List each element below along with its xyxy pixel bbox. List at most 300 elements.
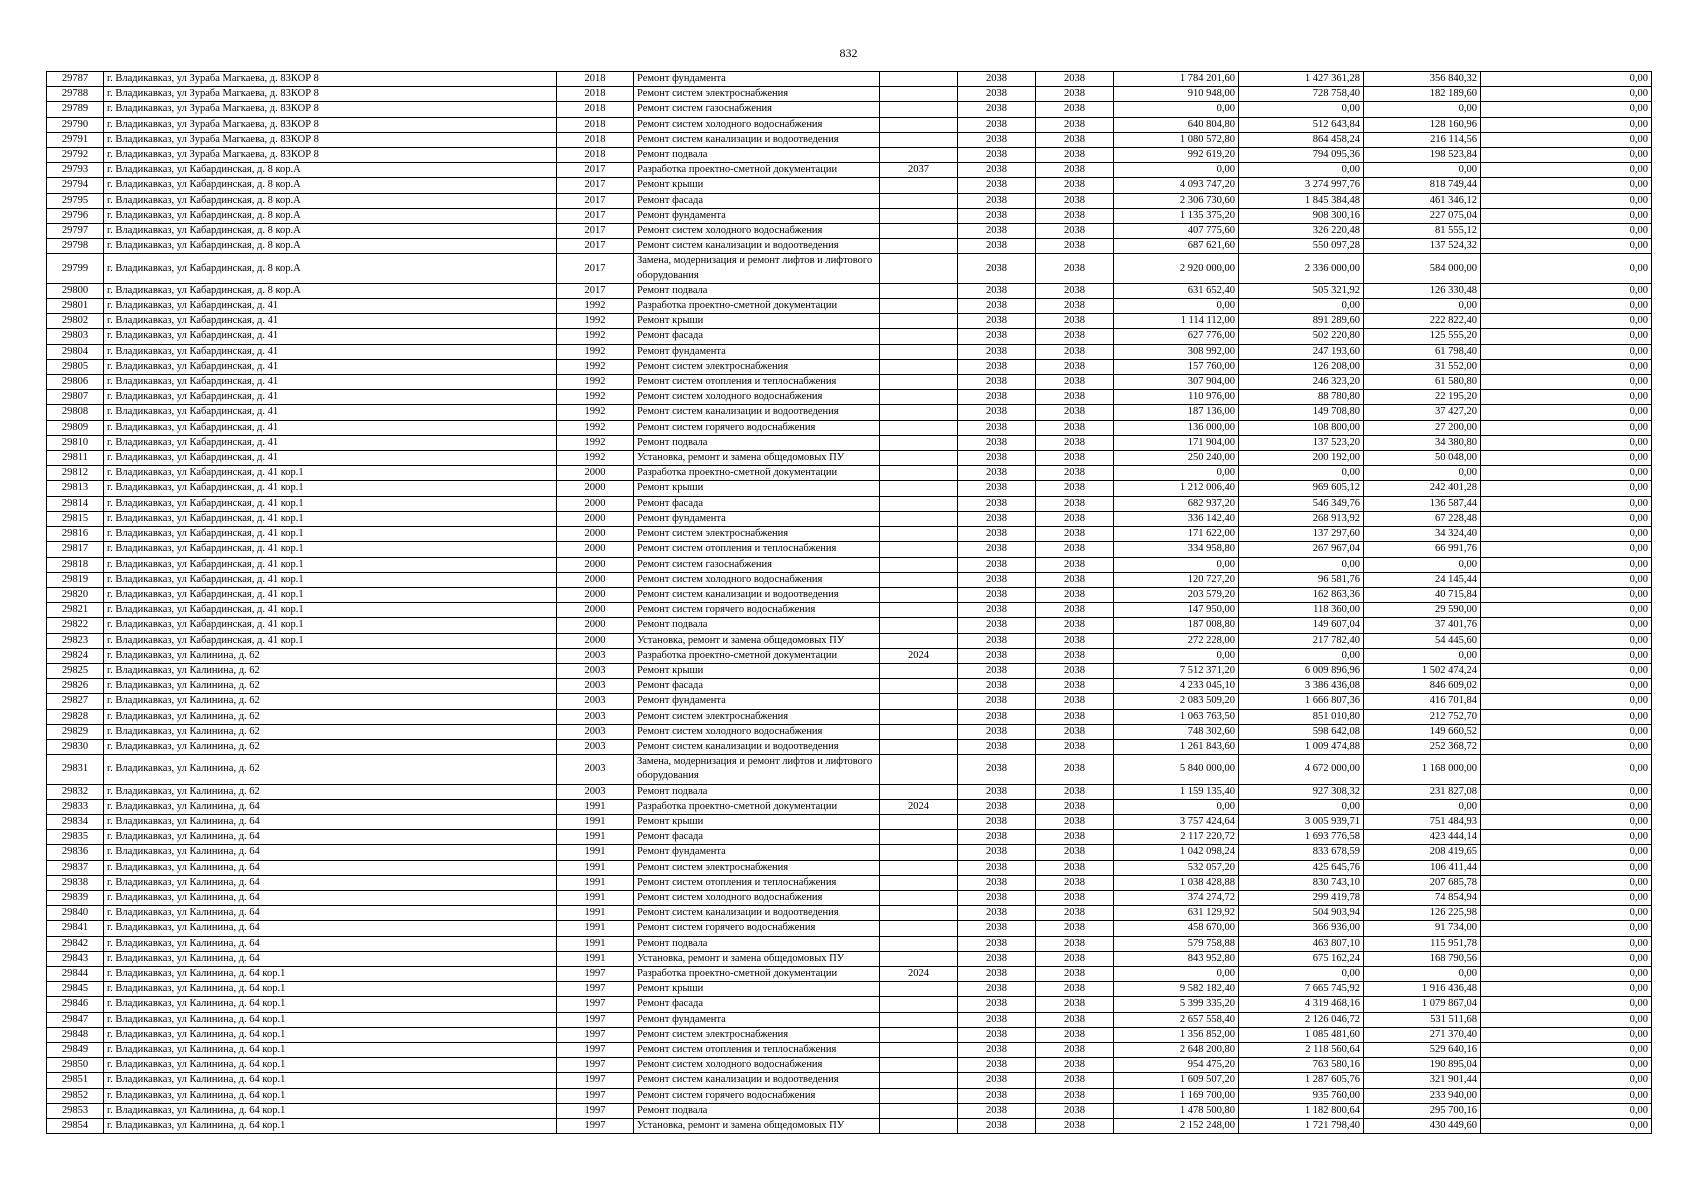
year-cell: 1997: [557, 1073, 634, 1088]
end-year-cell: 2038: [1036, 936, 1114, 951]
plan-year-cell: [880, 679, 958, 694]
total-cost-cell: 1 212 006,40: [1114, 481, 1239, 496]
start-year-cell: 2038: [958, 208, 1036, 223]
work-type-cell: Ремонт систем канализации и водоотведения: [634, 1073, 880, 1088]
year-cell: 1991: [557, 906, 634, 921]
address-cell: г. Владикавказ, ул Кабардинская, д. 41: [104, 329, 557, 344]
address-cell: г. Владикавказ, ул Калинина, д. 64: [104, 814, 557, 829]
table-row: [47, 1103, 1652, 1118]
fund-cost-cell: 326 220,48: [1239, 224, 1364, 239]
plan-year-cell: [880, 193, 958, 208]
fund-cost-cell: 366 936,00: [1239, 921, 1364, 936]
start-year-cell: 2038: [958, 178, 1036, 193]
year-cell: 2000: [557, 481, 634, 496]
start-year-cell: 2038: [958, 997, 1036, 1012]
table-row: [47, 663, 1652, 678]
row-id: 29838: [47, 875, 104, 890]
table-row: [47, 239, 1652, 254]
row-id: 29847: [47, 1012, 104, 1027]
work-type-cell: Ремонт систем электроснабжения: [634, 527, 880, 542]
table-row: [47, 72, 1652, 87]
row-id: 29845: [47, 982, 104, 997]
end-year-cell: 2038: [1036, 132, 1114, 147]
start-year-cell: 2038: [958, 755, 1036, 784]
plan-year-cell: [880, 724, 958, 739]
year-cell: 2000: [557, 527, 634, 542]
work-type-cell: Ремонт систем холодного водоснабжения: [634, 117, 880, 132]
owner-cost-cell: 50 048,00: [1364, 451, 1481, 466]
plan-year-cell: [880, 466, 958, 481]
table-row: [47, 1088, 1652, 1103]
plan-year-cell: [880, 224, 958, 239]
plan-year-cell: 2037: [880, 163, 958, 178]
end-year-cell: 2038: [1036, 102, 1114, 117]
other-cost-cell: 0,00: [1481, 951, 1652, 966]
total-cost-cell: 250 240,00: [1114, 451, 1239, 466]
fund-cost-cell: 0,00: [1239, 299, 1364, 314]
end-year-cell: 2038: [1036, 208, 1114, 223]
other-cost-cell: 0,00: [1481, 375, 1652, 390]
fund-cost-cell: 891 289,60: [1239, 314, 1364, 329]
table-row: [47, 102, 1652, 117]
address-cell: г. Владикавказ, ул Кабардинская, д. 41: [104, 390, 557, 405]
total-cost-cell: 532 057,20: [1114, 860, 1239, 875]
plan-year-cell: [880, 344, 958, 359]
address-cell: г. Владикавказ, ул Калинина, д. 64 кор.1: [104, 982, 557, 997]
start-year-cell: 2038: [958, 496, 1036, 511]
row-id: 29795: [47, 193, 104, 208]
owner-cost-cell: 126 225,98: [1364, 906, 1481, 921]
table-row: [47, 542, 1652, 557]
table-row: [47, 208, 1652, 223]
work-type-cell: Ремонт крыши: [634, 314, 880, 329]
owner-cost-cell: 0,00: [1364, 799, 1481, 814]
total-cost-cell: 1 038 428,88: [1114, 875, 1239, 890]
plan-year-cell: [880, 572, 958, 587]
other-cost-cell: 0,00: [1481, 603, 1652, 618]
other-cost-cell: 0,00: [1481, 420, 1652, 435]
address-cell: г. Владикавказ, ул Кабардинская, д. 41 кор.1: [104, 466, 557, 481]
fund-cost-cell: 463 807,10: [1239, 936, 1364, 951]
row-id: 29814: [47, 496, 104, 511]
year-cell: 2003: [557, 663, 634, 678]
start-year-cell: 2038: [958, 663, 1036, 678]
plan-year-cell: [880, 527, 958, 542]
total-cost-cell: 171 904,00: [1114, 435, 1239, 450]
address-cell: г. Владикавказ, ул Калинина, д. 62: [104, 679, 557, 694]
year-cell: 1992: [557, 451, 634, 466]
work-type-cell: Ремонт систем отопления и теплоснабжения: [634, 875, 880, 890]
owner-cost-cell: 115 951,78: [1364, 936, 1481, 951]
total-cost-cell: 307 904,00: [1114, 375, 1239, 390]
year-cell: 1997: [557, 1058, 634, 1073]
table-row: [47, 784, 1652, 799]
fund-cost-cell: 126 208,00: [1239, 359, 1364, 374]
table-row: [47, 254, 1652, 283]
address-cell: г. Владикавказ, ул Калинина, д. 64 кор.1: [104, 966, 557, 981]
other-cost-cell: 0,00: [1481, 997, 1652, 1012]
table-row: [47, 1058, 1652, 1073]
owner-cost-cell: 1 079 867,04: [1364, 997, 1481, 1012]
work-type-cell: Ремонт систем холодного водоснабжения: [634, 224, 880, 239]
fund-cost-cell: 1 182 800,64: [1239, 1103, 1364, 1118]
plan-year-cell: 2024: [880, 799, 958, 814]
owner-cost-cell: 40 715,84: [1364, 587, 1481, 602]
owner-cost-cell: 212 752,70: [1364, 709, 1481, 724]
fund-cost-cell: 675 162,24: [1239, 951, 1364, 966]
end-year-cell: 2038: [1036, 1073, 1114, 1088]
plan-year-cell: [880, 132, 958, 147]
owner-cost-cell: 818 749,44: [1364, 178, 1481, 193]
end-year-cell: 2038: [1036, 618, 1114, 633]
row-id: 29841: [47, 921, 104, 936]
fund-cost-cell: 267 967,04: [1239, 542, 1364, 557]
year-cell: 1997: [557, 982, 634, 997]
plan-year-cell: [880, 906, 958, 921]
fund-cost-cell: 96 581,76: [1239, 572, 1364, 587]
owner-cost-cell: 846 609,02: [1364, 679, 1481, 694]
year-cell: 2003: [557, 739, 634, 754]
owner-cost-cell: 531 511,68: [1364, 1012, 1481, 1027]
plan-year-cell: [880, 178, 958, 193]
table-row: [47, 329, 1652, 344]
other-cost-cell: 0,00: [1481, 102, 1652, 117]
row-id: 29851: [47, 1073, 104, 1088]
year-cell: 2017: [557, 208, 634, 223]
total-cost-cell: 374 274,72: [1114, 890, 1239, 905]
plan-year-cell: [880, 875, 958, 890]
other-cost-cell: 0,00: [1481, 1058, 1652, 1073]
year-cell: 1991: [557, 830, 634, 845]
start-year-cell: 2038: [958, 572, 1036, 587]
row-id: 29842: [47, 936, 104, 951]
work-type-cell: Ремонт систем горячего водоснабжения: [634, 1088, 880, 1103]
year-cell: 1992: [557, 329, 634, 344]
work-type-cell: Ремонт систем отопления и теплоснабжения: [634, 1043, 880, 1058]
plan-year-cell: [880, 936, 958, 951]
owner-cost-cell: 54 445,60: [1364, 633, 1481, 648]
row-id: 29825: [47, 663, 104, 678]
other-cost-cell: 0,00: [1481, 845, 1652, 860]
table-row: [47, 420, 1652, 435]
work-type-cell: Ремонт подвала: [634, 1103, 880, 1118]
owner-cost-cell: 252 368,72: [1364, 739, 1481, 754]
other-cost-cell: 0,00: [1481, 890, 1652, 905]
total-cost-cell: 308 992,00: [1114, 344, 1239, 359]
work-type-cell: Установка, ремонт и замена общедомовых ПУ: [634, 633, 880, 648]
table-row: [47, 966, 1652, 981]
year-cell: 1991: [557, 814, 634, 829]
owner-cost-cell: 31 552,00: [1364, 359, 1481, 374]
row-id: 29817: [47, 542, 104, 557]
table-row: [47, 451, 1652, 466]
table-row: [47, 936, 1652, 951]
table-row: [47, 511, 1652, 526]
other-cost-cell: 0,00: [1481, 148, 1652, 163]
work-type-cell: Ремонт систем электроснабжения: [634, 1027, 880, 1042]
owner-cost-cell: 0,00: [1364, 466, 1481, 481]
owner-cost-cell: 136 587,44: [1364, 496, 1481, 511]
other-cost-cell: 0,00: [1481, 1119, 1652, 1134]
plan-year-cell: [880, 72, 958, 87]
start-year-cell: 2038: [958, 739, 1036, 754]
year-cell: 1997: [557, 1119, 634, 1134]
other-cost-cell: 0,00: [1481, 117, 1652, 132]
row-id: 29803: [47, 329, 104, 344]
work-type-cell: Ремонт фасада: [634, 329, 880, 344]
table-row: [47, 875, 1652, 890]
work-type-cell: Ремонт систем отопления и теплоснабжения: [634, 375, 880, 390]
start-year-cell: 2038: [958, 875, 1036, 890]
total-cost-cell: 1 784 201,60: [1114, 72, 1239, 87]
row-id: 29832: [47, 784, 104, 799]
other-cost-cell: 0,00: [1481, 633, 1652, 648]
plan-year-cell: [880, 1119, 958, 1134]
start-year-cell: 2038: [958, 481, 1036, 496]
total-cost-cell: 5 840 000,00: [1114, 755, 1239, 784]
row-id: 29821: [47, 603, 104, 618]
end-year-cell: 2038: [1036, 603, 1114, 618]
start-year-cell: 2038: [958, 799, 1036, 814]
end-year-cell: 2038: [1036, 224, 1114, 239]
work-type-cell: Ремонт фундамента: [634, 511, 880, 526]
fund-cost-cell: 3 005 939,71: [1239, 814, 1364, 829]
row-id: 29822: [47, 618, 104, 633]
owner-cost-cell: 29 590,00: [1364, 603, 1481, 618]
start-year-cell: 2038: [958, 724, 1036, 739]
fund-cost-cell: 512 643,84: [1239, 117, 1364, 132]
end-year-cell: 2038: [1036, 359, 1114, 374]
table-row: [47, 1073, 1652, 1088]
table-row: [47, 405, 1652, 420]
fund-cost-cell: 0,00: [1239, 799, 1364, 814]
work-type-cell: Ремонт систем холодного водоснабжения: [634, 724, 880, 739]
table-row: [47, 906, 1652, 921]
table-row: [47, 603, 1652, 618]
year-cell: 2017: [557, 283, 634, 298]
owner-cost-cell: 128 160,96: [1364, 117, 1481, 132]
end-year-cell: 2038: [1036, 511, 1114, 526]
end-year-cell: 2038: [1036, 966, 1114, 981]
end-year-cell: 2038: [1036, 1088, 1114, 1103]
row-id: 29796: [47, 208, 104, 223]
work-type-cell: Ремонт фасада: [634, 997, 880, 1012]
owner-cost-cell: 233 940,00: [1364, 1088, 1481, 1103]
work-type-cell: Ремонт крыши: [634, 481, 880, 496]
total-cost-cell: 187 008,80: [1114, 618, 1239, 633]
total-cost-cell: 407 775,60: [1114, 224, 1239, 239]
owner-cost-cell: 168 790,56: [1364, 951, 1481, 966]
address-cell: г. Владикавказ, ул Калинина, д. 64 кор.1: [104, 997, 557, 1012]
work-type-cell: Ремонт фундамента: [634, 344, 880, 359]
year-cell: 1992: [557, 375, 634, 390]
row-id: 29846: [47, 997, 104, 1012]
total-cost-cell: 682 937,20: [1114, 496, 1239, 511]
year-cell: 2000: [557, 511, 634, 526]
fund-cost-cell: 969 605,12: [1239, 481, 1364, 496]
end-year-cell: 2038: [1036, 951, 1114, 966]
owner-cost-cell: 1 168 000,00: [1364, 755, 1481, 784]
row-id: 29843: [47, 951, 104, 966]
fund-cost-cell: 1 693 776,58: [1239, 830, 1364, 845]
total-cost-cell: 627 776,00: [1114, 329, 1239, 344]
end-year-cell: 2038: [1036, 163, 1114, 178]
start-year-cell: 2038: [958, 1073, 1036, 1088]
end-year-cell: 2038: [1036, 890, 1114, 905]
year-cell: 1997: [557, 1088, 634, 1103]
start-year-cell: 2038: [958, 329, 1036, 344]
row-id: 29837: [47, 860, 104, 875]
total-cost-cell: 7 512 371,20: [1114, 663, 1239, 678]
address-cell: г. Владикавказ, ул Кабардинская, д. 41 кор.1: [104, 587, 557, 602]
total-cost-cell: 136 000,00: [1114, 420, 1239, 435]
table-row: [47, 755, 1652, 784]
other-cost-cell: 0,00: [1481, 784, 1652, 799]
row-id: 29819: [47, 572, 104, 587]
table-row: [47, 890, 1652, 905]
other-cost-cell: 0,00: [1481, 679, 1652, 694]
other-cost-cell: 0,00: [1481, 830, 1652, 845]
row-id: 29852: [47, 1088, 104, 1103]
plan-year-cell: [880, 694, 958, 709]
year-cell: 1997: [557, 1012, 634, 1027]
table-row: [47, 679, 1652, 694]
year-cell: 1992: [557, 420, 634, 435]
owner-cost-cell: 0,00: [1364, 966, 1481, 981]
owner-cost-cell: 1 502 474,24: [1364, 663, 1481, 678]
other-cost-cell: 0,00: [1481, 405, 1652, 420]
table-row: [47, 587, 1652, 602]
total-cost-cell: 687 621,60: [1114, 239, 1239, 254]
total-cost-cell: 2 648 200,80: [1114, 1043, 1239, 1058]
address-cell: г. Владикавказ, ул Калинина, д. 64 кор.1: [104, 1073, 557, 1088]
year-cell: 1991: [557, 921, 634, 936]
address-cell: г. Владикавказ, ул Калинина, д. 62: [104, 739, 557, 754]
end-year-cell: 2038: [1036, 72, 1114, 87]
address-cell: г. Владикавказ, ул Зураба Магкаева, д. 83КОР 8: [104, 148, 557, 163]
end-year-cell: 2038: [1036, 1043, 1114, 1058]
address-cell: г. Владикавказ, ул Кабардинская, д. 8 кор.А: [104, 224, 557, 239]
year-cell: 1992: [557, 314, 634, 329]
address-cell: г. Владикавказ, ул Калинина, д. 64 кор.1: [104, 1012, 557, 1027]
work-type-cell: Ремонт систем холодного водоснабжения: [634, 572, 880, 587]
end-year-cell: 2038: [1036, 178, 1114, 193]
address-cell: г. Владикавказ, ул Кабардинская, д. 8 кор.А: [104, 178, 557, 193]
plan-year-cell: [880, 1103, 958, 1118]
total-cost-cell: 640 804,80: [1114, 117, 1239, 132]
end-year-cell: 2038: [1036, 694, 1114, 709]
plan-year-cell: [880, 921, 958, 936]
other-cost-cell: 0,00: [1481, 299, 1652, 314]
start-year-cell: 2038: [958, 679, 1036, 694]
other-cost-cell: 0,00: [1481, 511, 1652, 526]
row-id: 29808: [47, 405, 104, 420]
row-id: 29799: [47, 254, 104, 283]
table-row: [47, 87, 1652, 102]
row-id: 29788: [47, 87, 104, 102]
total-cost-cell: 1 478 500,80: [1114, 1103, 1239, 1118]
plan-year-cell: [880, 557, 958, 572]
other-cost-cell: 0,00: [1481, 72, 1652, 87]
row-id: 29802: [47, 314, 104, 329]
owner-cost-cell: 271 370,40: [1364, 1027, 1481, 1042]
owner-cost-cell: 222 822,40: [1364, 314, 1481, 329]
registry-rows: [47, 72, 1652, 1134]
work-type-cell: Ремонт систем электроснабжения: [634, 860, 880, 875]
total-cost-cell: 1 063 763,50: [1114, 709, 1239, 724]
other-cost-cell: 0,00: [1481, 87, 1652, 102]
end-year-cell: 2038: [1036, 1103, 1114, 1118]
total-cost-cell: 334 958,80: [1114, 542, 1239, 557]
start-year-cell: 2038: [958, 163, 1036, 178]
end-year-cell: 2038: [1036, 148, 1114, 163]
total-cost-cell: 1 080 572,80: [1114, 132, 1239, 147]
table-row: [47, 299, 1652, 314]
row-id: 29828: [47, 709, 104, 724]
other-cost-cell: 0,00: [1481, 755, 1652, 784]
plan-year-cell: [880, 603, 958, 618]
address-cell: г. Владикавказ, ул Калинина, д. 62: [104, 724, 557, 739]
fund-cost-cell: 504 903,94: [1239, 906, 1364, 921]
owner-cost-cell: 0,00: [1364, 648, 1481, 663]
address-cell: г. Владикавказ, ул Кабардинская, д. 41 кор.1: [104, 603, 557, 618]
table-row: [47, 283, 1652, 298]
start-year-cell: 2038: [958, 420, 1036, 435]
end-year-cell: 2038: [1036, 739, 1114, 754]
other-cost-cell: 0,00: [1481, 799, 1652, 814]
end-year-cell: 2038: [1036, 830, 1114, 845]
owner-cost-cell: 34 324,40: [1364, 527, 1481, 542]
row-id: 29812: [47, 466, 104, 481]
total-cost-cell: 2 306 730,60: [1114, 193, 1239, 208]
start-year-cell: 2038: [958, 299, 1036, 314]
year-cell: 1997: [557, 997, 634, 1012]
plan-year-cell: [880, 1088, 958, 1103]
other-cost-cell: 0,00: [1481, 906, 1652, 921]
year-cell: 2018: [557, 117, 634, 132]
year-cell: 1992: [557, 299, 634, 314]
fund-cost-cell: 830 743,10: [1239, 875, 1364, 890]
end-year-cell: 2038: [1036, 572, 1114, 587]
start-year-cell: 2038: [958, 1119, 1036, 1134]
fund-cost-cell: 2 126 046,72: [1239, 1012, 1364, 1027]
other-cost-cell: 0,00: [1481, 936, 1652, 951]
owner-cost-cell: 137 524,32: [1364, 239, 1481, 254]
total-cost-cell: 110 976,00: [1114, 390, 1239, 405]
other-cost-cell: 0,00: [1481, 178, 1652, 193]
address-cell: г. Владикавказ, ул Калинина, д. 64: [104, 921, 557, 936]
fund-cost-cell: 7 665 745,92: [1239, 982, 1364, 997]
fund-cost-cell: 1 085 481,60: [1239, 1027, 1364, 1042]
work-type-cell: Замена, модернизация и ремонт лифтов и лифтового оборудования: [634, 755, 880, 784]
start-year-cell: 2038: [958, 542, 1036, 557]
address-cell: г. Владикавказ, ул Калинина, д. 64: [104, 799, 557, 814]
total-cost-cell: 0,00: [1114, 966, 1239, 981]
address-cell: г. Владикавказ, ул Кабардинская, д. 41: [104, 451, 557, 466]
total-cost-cell: 0,00: [1114, 557, 1239, 572]
other-cost-cell: 0,00: [1481, 921, 1652, 936]
start-year-cell: 2038: [958, 814, 1036, 829]
address-cell: г. Владикавказ, ул Калинина, д. 62: [104, 755, 557, 784]
owner-cost-cell: 208 419,65: [1364, 845, 1481, 860]
start-year-cell: 2038: [958, 694, 1036, 709]
total-cost-cell: 4 093 747,20: [1114, 178, 1239, 193]
work-type-cell: Замена, модернизация и ремонт лифтов и лифтового оборудования: [634, 254, 880, 283]
end-year-cell: 2038: [1036, 587, 1114, 602]
row-id: 29831: [47, 755, 104, 784]
fund-cost-cell: 546 349,76: [1239, 496, 1364, 511]
fund-cost-cell: 502 220,80: [1239, 329, 1364, 344]
